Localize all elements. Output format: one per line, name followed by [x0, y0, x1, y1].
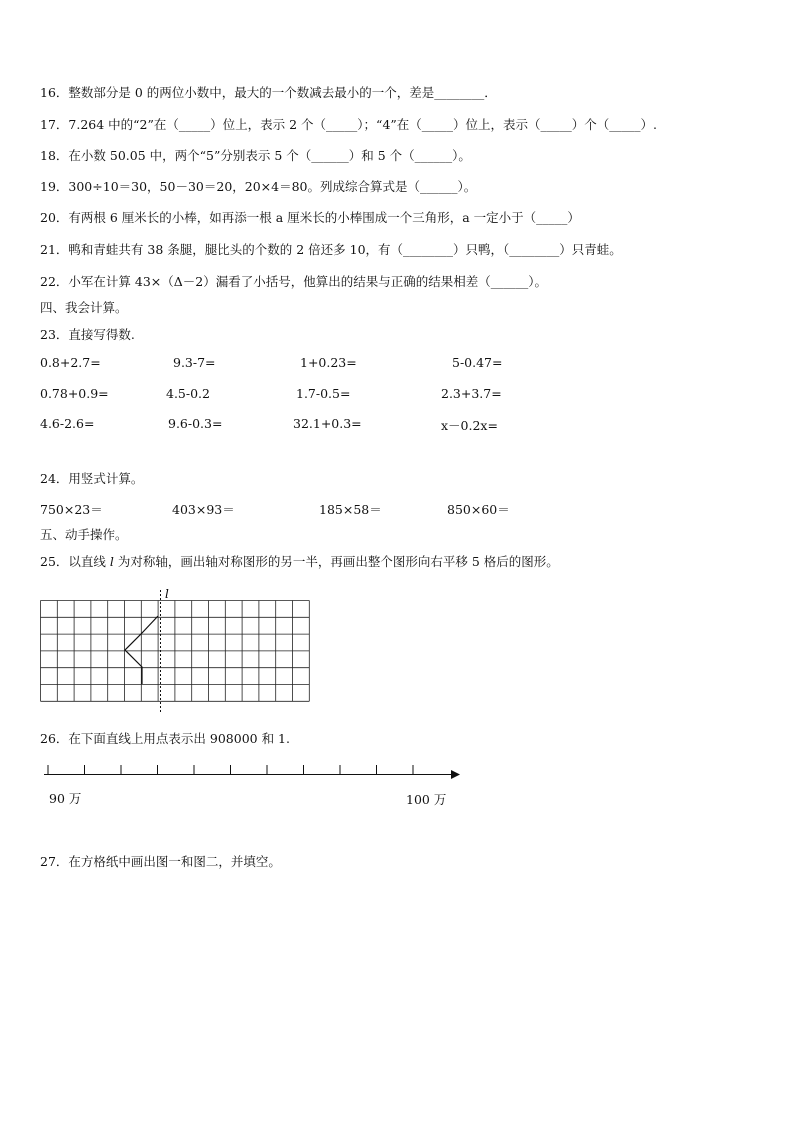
- vertical-calc-item: 403×93＝: [172, 502, 235, 517]
- question-17: [40, 115, 657, 133]
- question-number: 18．: [40, 148, 69, 163]
- vertical-calc-item: 850×60＝: [447, 502, 510, 517]
- question-text: 小军在计算 43×（Δ－2）漏看了小括号，他算出的结果与正确的结果相差（______）。: [68, 274, 547, 289]
- calc-item: 5-0.47=: [452, 355, 503, 370]
- calc-item: 32.1+0.3=: [293, 416, 362, 431]
- question-number: 20．: [40, 210, 69, 225]
- question-text: 在方格纸中画出图一和图二，并填空。: [68, 854, 281, 869]
- question-text: 鸭和青蛙共有 38 条腿，腿比头的个数的 2 倍还多 10，有（________）只鸭，（________）只青蛙。: [68, 242, 622, 257]
- calc-item: 0.8+2.7=: [40, 355, 101, 370]
- question-number: 21．: [40, 242, 69, 257]
- question-number: 16．: [40, 85, 69, 100]
- question-16: [40, 83, 497, 101]
- question-text: 在小数 50.05 中，两个“5”分别表示 5 个（______）和 5 个（______）。: [68, 148, 471, 163]
- calc-item: 2.3+3.7=: [441, 386, 502, 401]
- calc-item: 4.6-2.6=: [40, 416, 95, 431]
- question-26: [40, 729, 290, 747]
- question-22: [40, 272, 547, 290]
- question-23-title: 23．直接写得数.: [40, 327, 135, 342]
- calc-item: 4.5-0.2: [166, 386, 210, 401]
- calc-item: 1.7-0.5=: [296, 386, 351, 401]
- vertical-calc-item: 750×23＝: [40, 502, 103, 517]
- vertical-calc-item: 185×58＝: [319, 502, 382, 517]
- number-line-end-label: 100 万: [406, 792, 447, 807]
- question-24-title: 24．用竖式计算。: [40, 471, 144, 486]
- question-number: 26．: [40, 731, 69, 746]
- calc-item: 9.3-7=: [173, 355, 216, 370]
- question-text: 整数部分是 0 的两位小数中，最大的一个数减去最小的一个，差是________．: [68, 85, 497, 100]
- question-20: [40, 208, 580, 226]
- number-line-start-label: 90 万: [49, 791, 82, 806]
- section-heading-4: 四、我会计算。: [40, 300, 128, 315]
- calc-item: 9.6-0.3=: [168, 416, 223, 431]
- question-text: 300÷10＝30，50－30＝20，20×4＝80。列成综合算式是（______）。: [68, 179, 477, 194]
- axis-name: l: [109, 554, 114, 569]
- section-heading-5: 五、动手操作。: [40, 527, 128, 542]
- question-25: 25．以直线 l 为对称轴，画出轴对称图形的另一半，再画出整个图形向右平移 5 格后的图形。: [40, 554, 559, 569]
- question-number: 27．: [40, 854, 69, 869]
- question-number: 19．: [40, 179, 69, 194]
- number-line-arrow: [451, 770, 460, 779]
- question-21: [40, 240, 622, 258]
- calc-item: 1+0.23=: [300, 355, 357, 370]
- question-number: 25．: [40, 554, 69, 569]
- symmetry-grid: [40, 586, 340, 706]
- question-number: 17．: [40, 117, 69, 132]
- question-number: 22．: [40, 274, 69, 289]
- calc-item: 0.78+0.9=: [40, 386, 109, 401]
- question-19: [40, 177, 476, 195]
- number-line: [44, 762, 464, 792]
- question-18: [40, 146, 471, 164]
- calc-item: x－0.2x=: [441, 418, 498, 433]
- question-27: [40, 852, 281, 870]
- question-text: 有两根 6 厘米长的小棒，如再添一根 a 厘米长的小棒围成一个三角形，a 一定小于（_____）: [68, 210, 580, 225]
- question-text: 7.264 中的“2”在（_____）位上，表示 2 个（_____）；“4”在（_____）位上，表示（_____）个（_____）.: [68, 117, 658, 132]
- question-text: 在下面直线上用点表示出 908000 和 1.: [68, 731, 290, 746]
- axis-label: l: [165, 587, 169, 601]
